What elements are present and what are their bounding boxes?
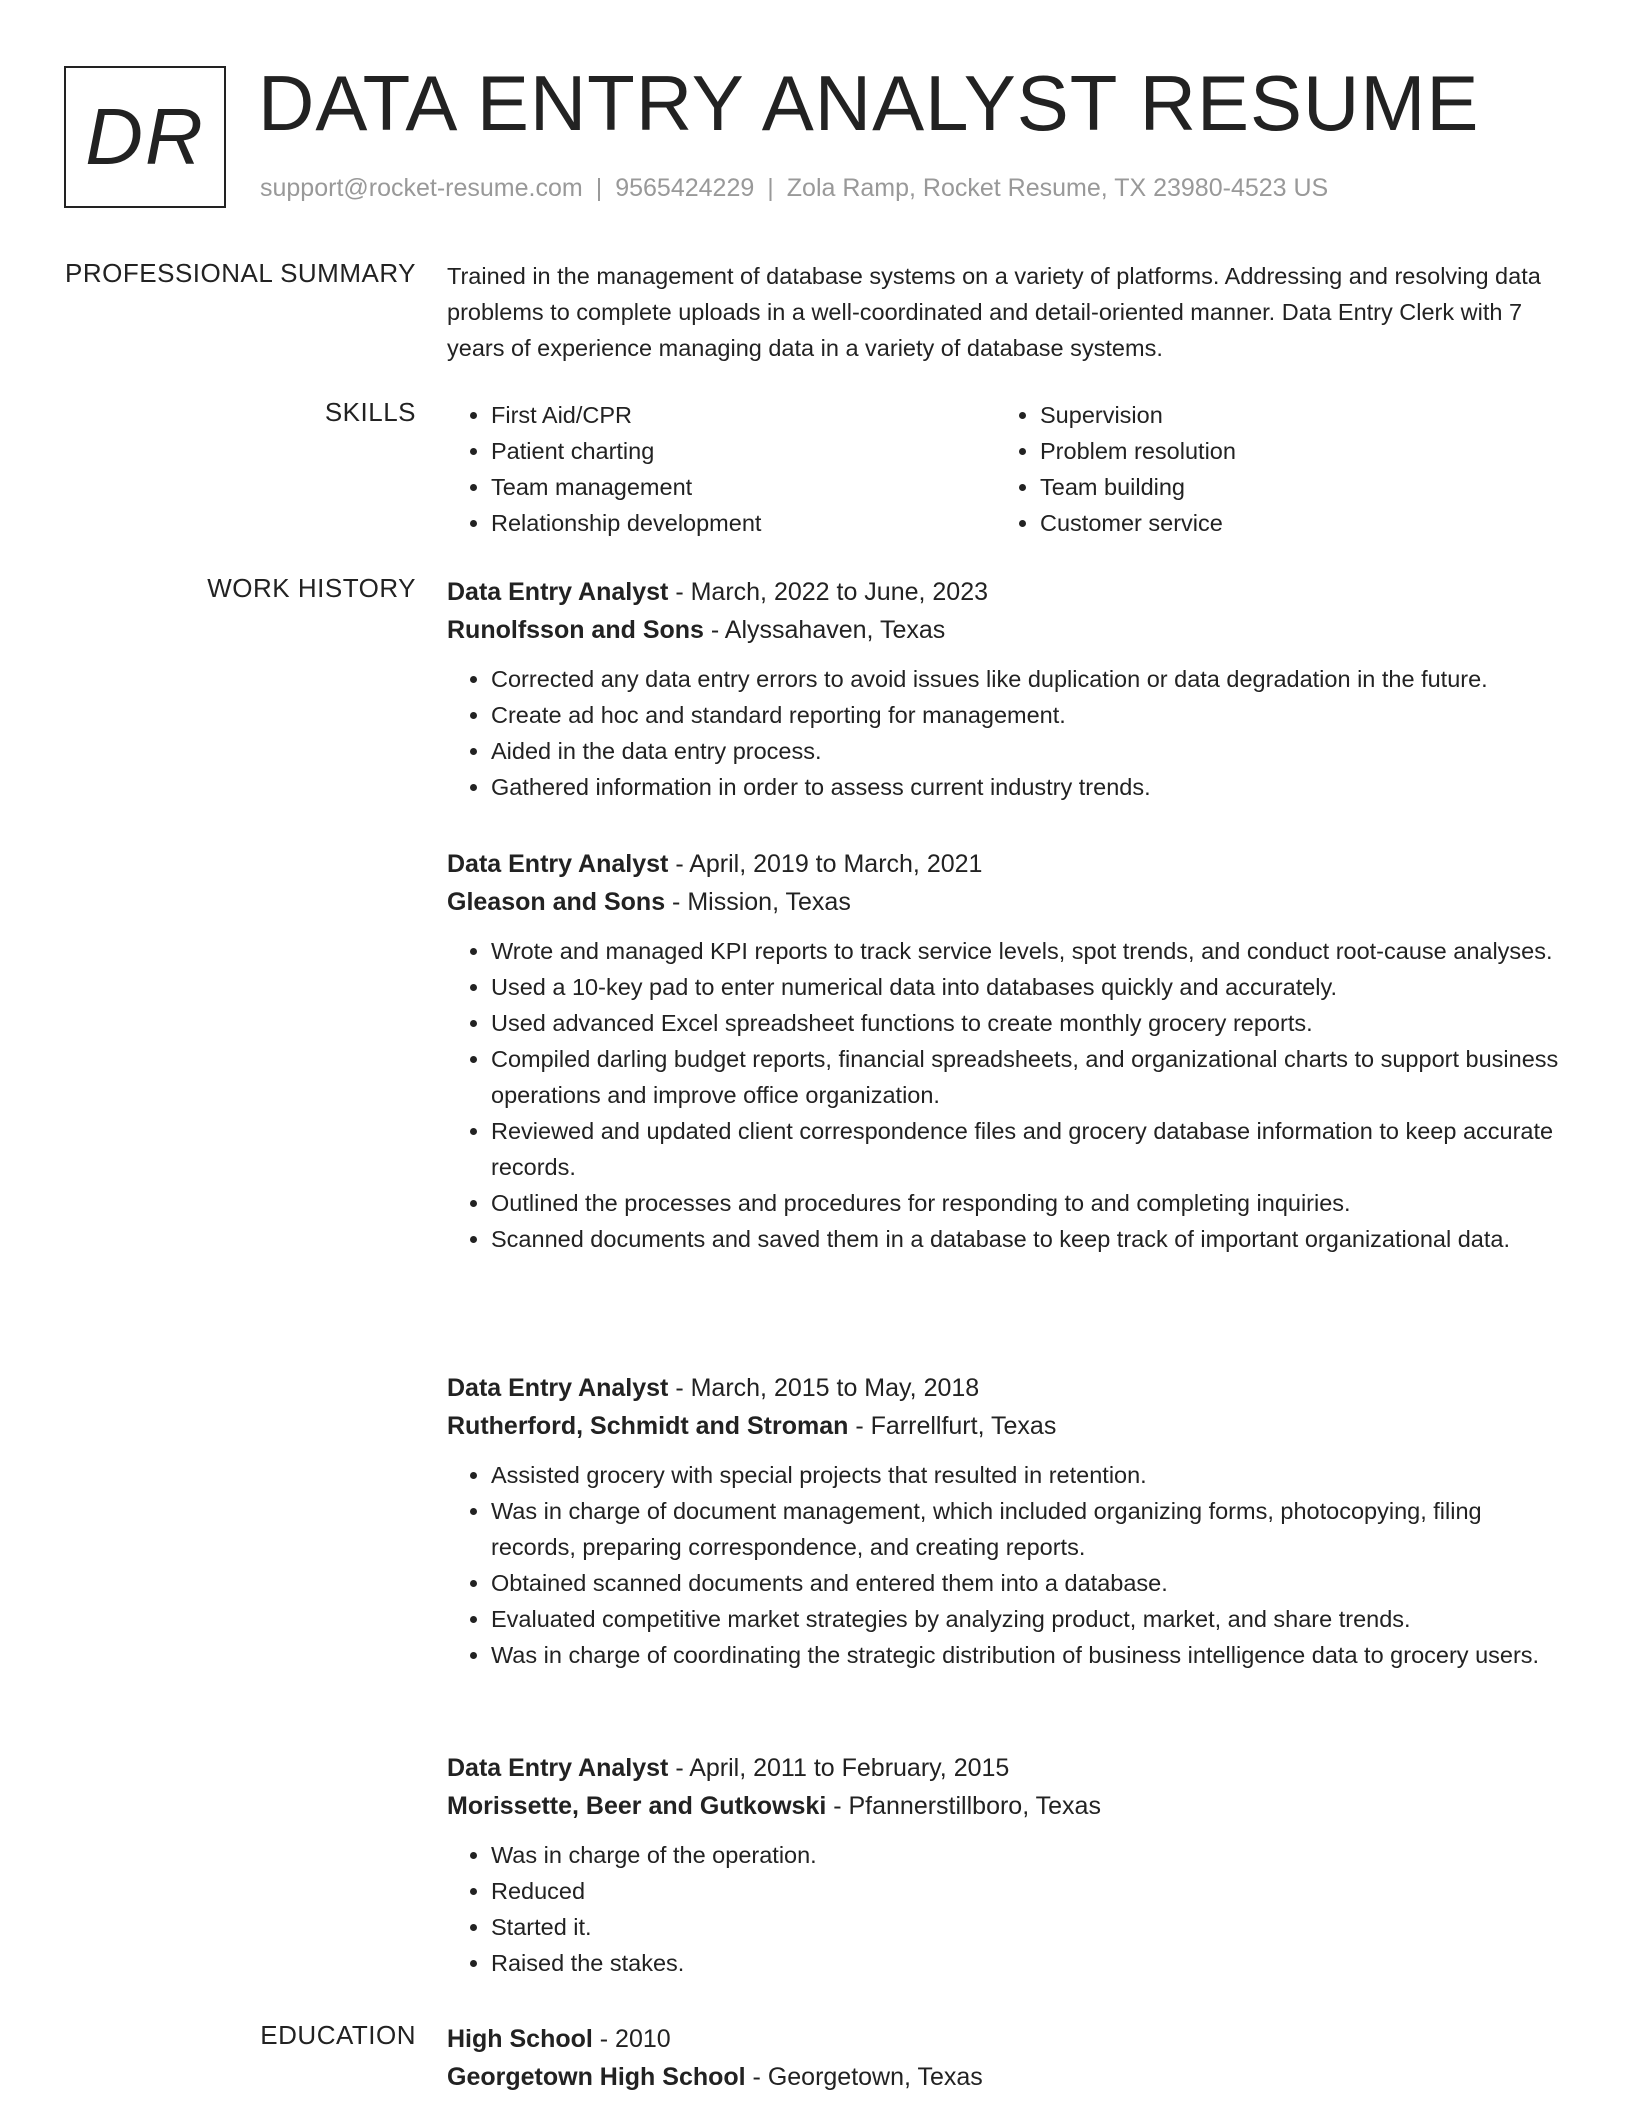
job-employer: Runolfsson and Sons xyxy=(447,616,704,644)
job-body xyxy=(447,845,1567,1257)
job-title: Data Entry Analyst xyxy=(447,850,669,878)
job-title: Data Entry Analyst xyxy=(447,1754,669,1782)
job-location: - Mission, Texas xyxy=(665,888,851,916)
skills-list-right xyxy=(996,397,1545,541)
skill-item: • Supervision xyxy=(1040,397,1545,433)
skills-body xyxy=(447,397,1567,541)
job-body xyxy=(447,1749,1567,1981)
job-title-line xyxy=(447,1749,1567,1787)
monogram-initials: DR xyxy=(85,92,205,181)
job-dates: - March, 2015 to May, 2018 xyxy=(668,1374,980,1402)
job-employer: Rutherford, Schmidt and Stroman xyxy=(447,1412,849,1440)
job-location: - Farrellfurt, Texas xyxy=(848,1412,1057,1440)
job-bullet: • Compiled darling budget reports, financial spreadsheets, and organizational charts to support business operations and improve office organization. xyxy=(491,1041,1567,1113)
education-body xyxy=(447,2020,1567,2096)
job-bullet: • Was in charge of the operation. xyxy=(491,1837,1567,1873)
job-bullet: • Gathered information in order to assess current industry trends. xyxy=(491,769,1567,805)
skill-item: • Relationship development xyxy=(491,505,996,541)
job-bullet: • Was in charge of coordinating the strategic distribution of business intelligence data to grocery users. xyxy=(491,1637,1567,1673)
job-bullets xyxy=(447,1837,1567,1981)
resume-title: DATA ENTRY ANALYST RESUME xyxy=(258,59,1480,147)
job-employer-line xyxy=(447,1787,1567,1825)
job-bullet: • Wrote and managed KPI reports to track service levels, spot trends, and conduct root-cause analyses. xyxy=(491,933,1567,969)
job-employer-line xyxy=(447,611,1567,649)
education-location: - Georgetown, Texas xyxy=(745,2063,983,2091)
skills-label: SKILLS xyxy=(324,397,416,427)
job-bullet: • Obtained scanned documents and entered them into a database. xyxy=(491,1565,1567,1601)
job-bullet: • Was in charge of document management, which included organizing forms, photocopying, filing records, preparing correspondence, and creating reports. xyxy=(491,1493,1567,1565)
job-bullet: • Used a 10-key pad to enter numerical data into databases quickly and accurately. xyxy=(491,969,1567,1005)
job-title-line xyxy=(447,573,1567,611)
job-dates: - April, 2019 to March, 2021 xyxy=(668,850,983,878)
skill-item: • First Aid/CPR xyxy=(491,397,996,433)
job-bullet: • Used advanced Excel spreadsheet functions to create monthly grocery reports. xyxy=(491,1005,1567,1041)
education-school: Georgetown High School xyxy=(447,2063,746,2091)
job-title: Data Entry Analyst xyxy=(447,1374,669,1402)
job-employer: Gleason and Sons xyxy=(447,888,666,916)
job-bullets xyxy=(447,661,1567,805)
job-bullet: • Started it. xyxy=(491,1909,1567,1945)
job-employer-line xyxy=(447,1407,1567,1445)
job-location: - Pfannerstillboro, Texas xyxy=(826,1792,1101,1820)
job-body xyxy=(447,573,1567,805)
job-title-line xyxy=(447,1369,1567,1407)
job-dates: - March, 2022 to June, 2023 xyxy=(668,578,989,606)
job-bullet: • Raised the stakes. xyxy=(491,1945,1567,1981)
skill-item: • Team management xyxy=(491,469,996,505)
contact-address: Zola Ramp, Rocket Resume, TX 23980-4523 US xyxy=(786,174,1329,202)
job-location: - Alyssahaven, Texas xyxy=(703,616,946,644)
job-bullet: • Reviewed and updated client correspondence files and grocery database information to keep accurate records. xyxy=(491,1113,1567,1185)
contact-separator: | xyxy=(767,174,774,202)
job-bullet: • Assisted grocery with special projects that resulted in retention. xyxy=(491,1457,1567,1493)
skill-item: • Customer service xyxy=(1040,505,1545,541)
job-bullet: • Evaluated competitive market strategies by analyzing product, market, and share trends. xyxy=(491,1601,1567,1637)
skill-item: • Patient charting xyxy=(491,433,996,469)
job-body xyxy=(447,1369,1567,1673)
education-year: - 2010 xyxy=(592,2025,671,2053)
education-degree-line xyxy=(447,2020,1567,2058)
monogram-box xyxy=(64,66,226,208)
contact-separator: | xyxy=(595,174,603,202)
summary-body xyxy=(447,258,1567,366)
work-label: WORK HISTORY xyxy=(207,573,416,603)
job-bullets xyxy=(447,933,1567,1257)
education-school-line xyxy=(447,2058,1567,2096)
job-bullet: • Scanned documents and saved them in a database to keep track of important organizational data. xyxy=(491,1221,1567,1257)
contact-email[interactable]: support@rocket-resume.com xyxy=(260,174,583,202)
summary-label: PROFESSIONAL SUMMARY xyxy=(65,258,416,288)
job-employer-line xyxy=(447,883,1567,921)
job-bullet: • Create ad hoc and standard reporting for management. xyxy=(491,697,1567,733)
contact-line xyxy=(260,174,1328,203)
skills-list-left xyxy=(447,397,996,541)
education-label: EDUCATION xyxy=(260,2020,416,2050)
job-dates: - April, 2011 to February, 2015 xyxy=(668,1754,1010,1782)
job-bullets xyxy=(447,1457,1567,1673)
job-title: Data Entry Analyst xyxy=(447,578,669,606)
job-employer: Morissette, Beer and Gutkowski xyxy=(447,1792,827,1820)
education-degree: High School xyxy=(447,2025,593,2053)
job-bullet: • Corrected any data entry errors to avoid issues like duplication or data degradation in the future. xyxy=(491,661,1567,697)
skill-item: • Problem resolution xyxy=(1040,433,1545,469)
summary-text: Trained in the management of database systems on a variety of platforms. Addressing and resolving data problems to complete uploads in a well-coordinated and detail-oriented manner. Data Entry Clerk with 7 years of experience managing data in a variety of database systems. xyxy=(447,263,1541,361)
contact-phone[interactable]: 9565424229 xyxy=(615,174,755,202)
skill-item: • Team building xyxy=(1040,469,1545,505)
job-title-line xyxy=(447,845,1567,883)
job-bullet: • Aided in the data entry process. xyxy=(491,733,1567,769)
job-bullet: • Reduced xyxy=(491,1873,1567,1909)
job-bullet: • Outlined the processes and procedures for responding to and completing inquiries. xyxy=(491,1185,1567,1221)
